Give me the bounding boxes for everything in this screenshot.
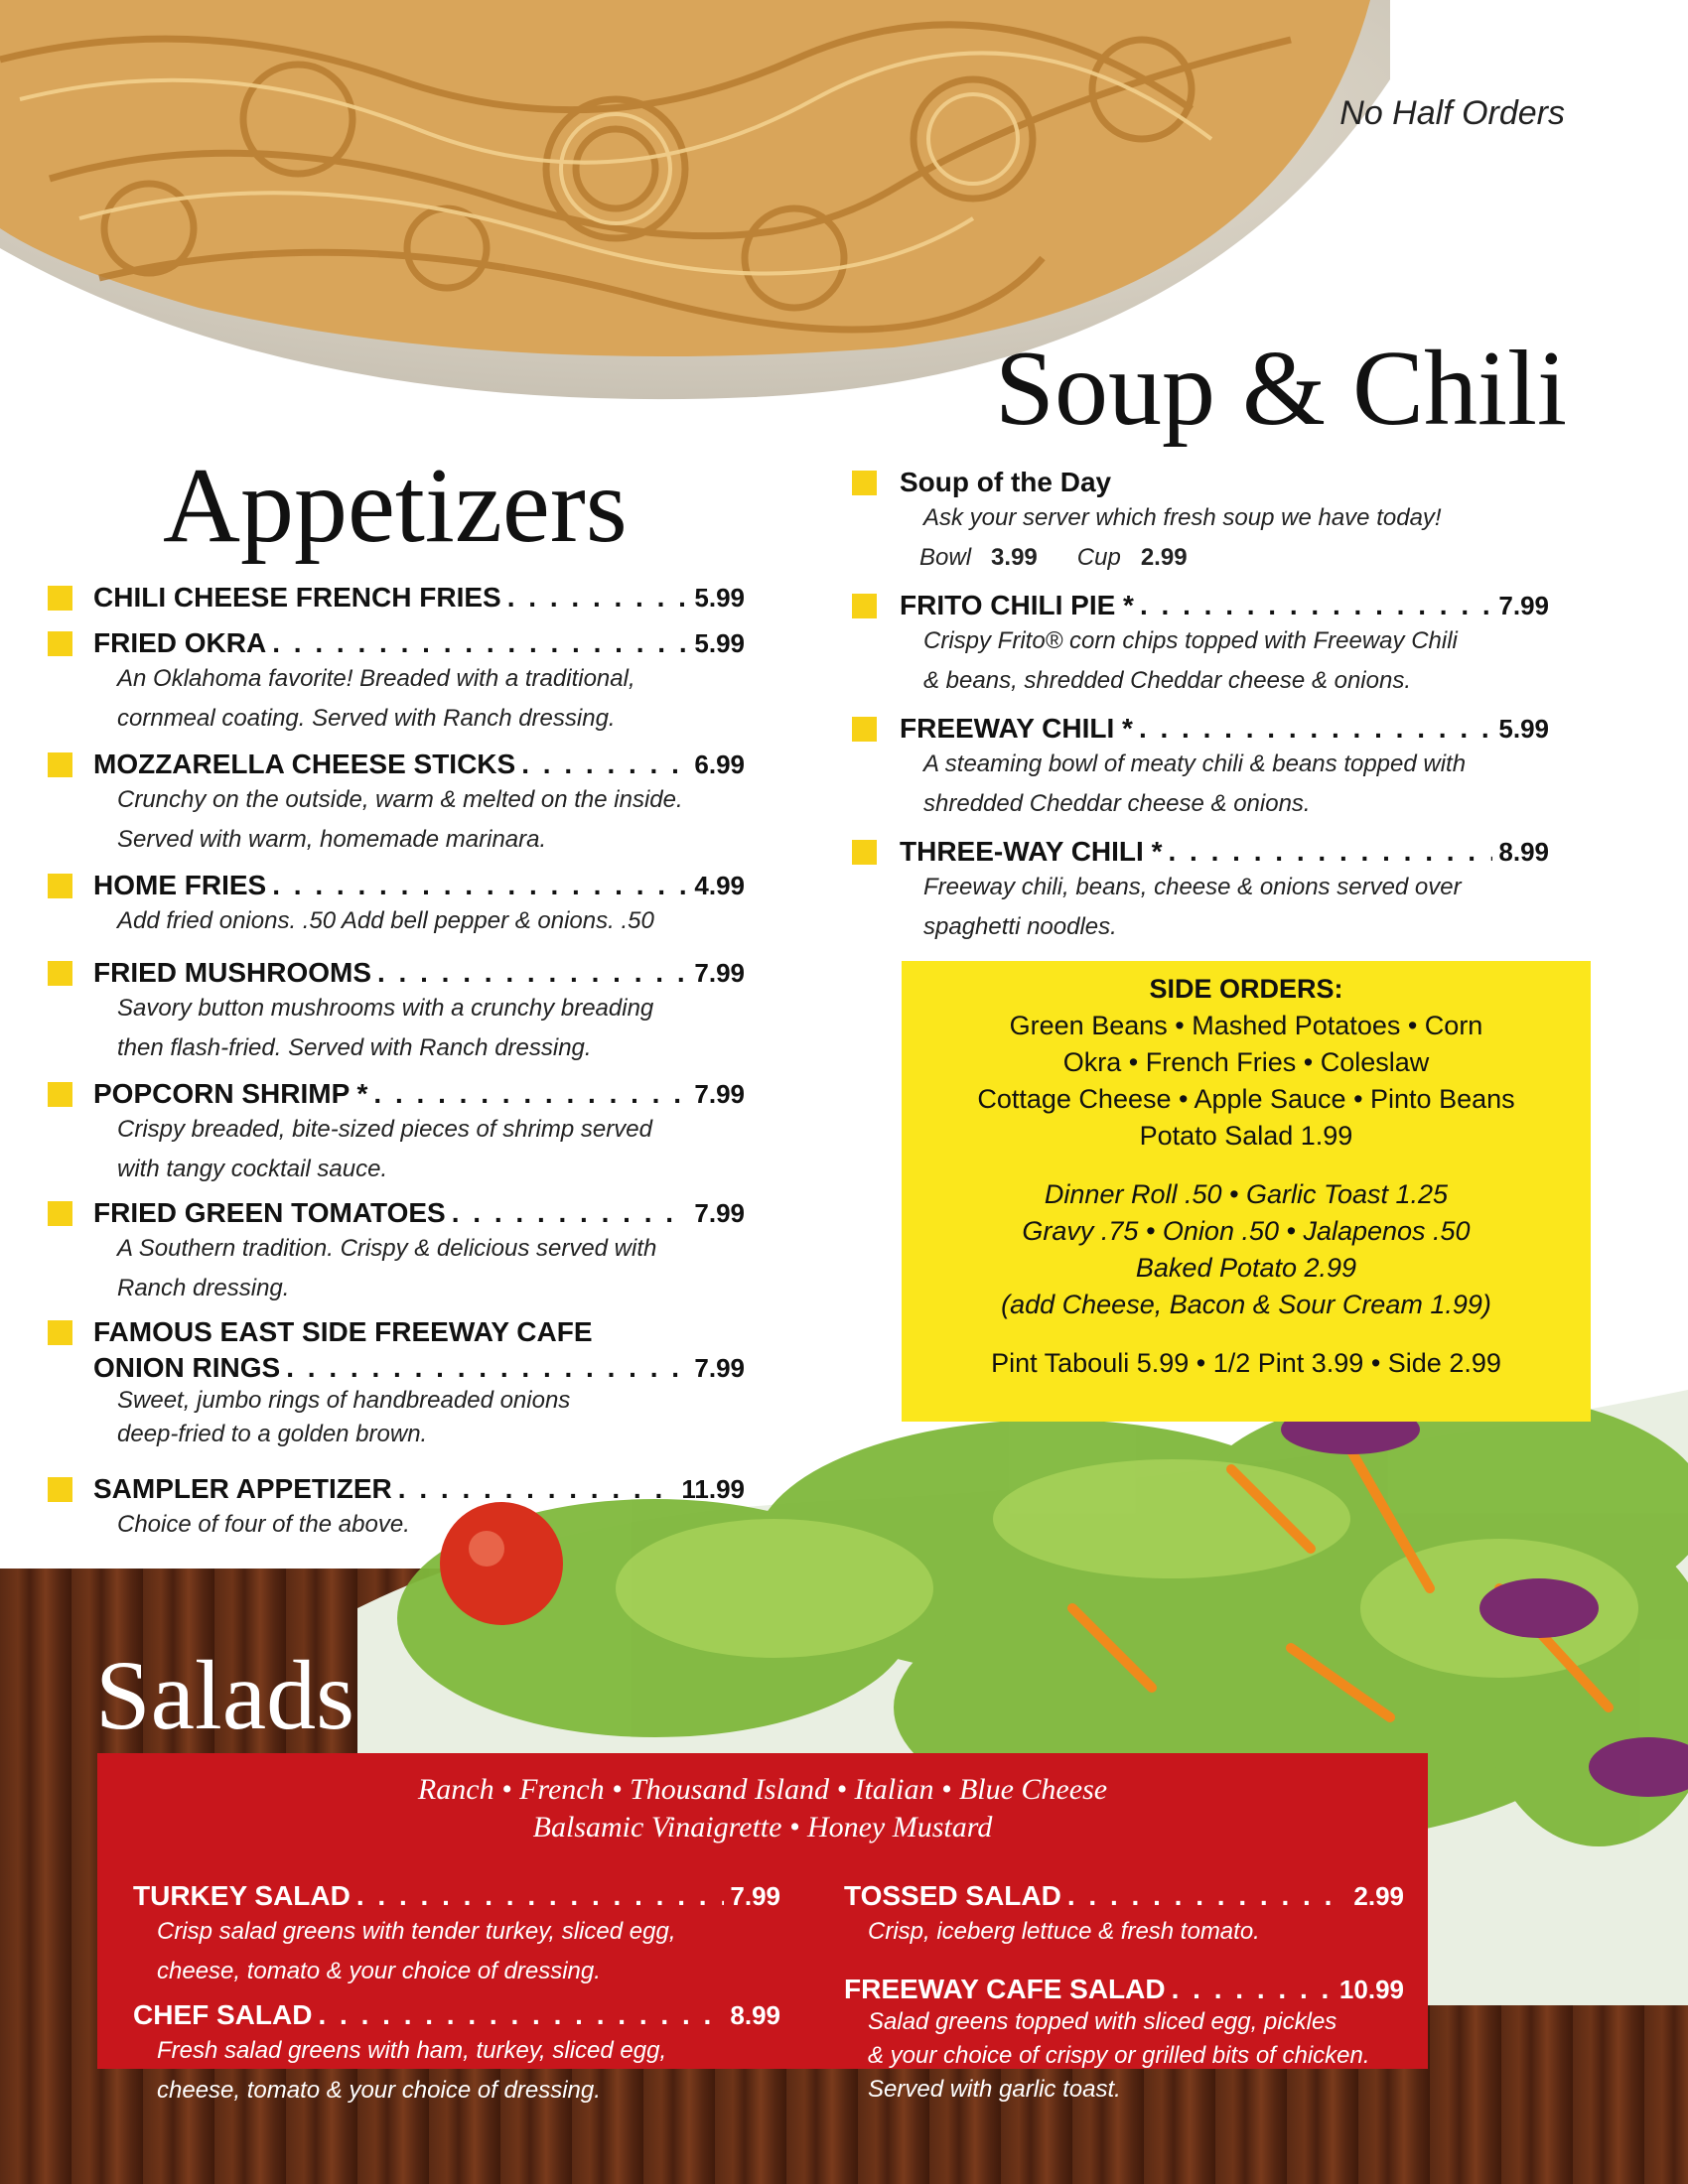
bullet-square (48, 586, 72, 611)
menu-item-fried-okra: FRIED OKRA . . . 5.99 An Oklahoma favorite! Breaded with a traditional, cornmeal coating. Served with Ranch dressing. (93, 627, 745, 739)
menu-item-mozzarella-sticks: MOZZARELLA CHEESE STICKS . . . 6.99 Crunchy on the outside, warm & melted on the inside. Served with warm, homemade marinara. (93, 749, 745, 860)
dressing-line: Ranch • French • Thousand Island • Italian • Blue Cheese (417, 1773, 1108, 1806)
bullet-square (48, 1082, 72, 1107)
bullet-square (48, 752, 72, 777)
menu-item-sampler: SAMPLER APPETIZER . . . 11.99 Choice of four of the above. (93, 1473, 745, 1545)
side-orders-line: Gravy .75 • Onion .50 • Jalapenos .50 (1022, 1216, 1471, 1246)
side-orders-line: Okra • French Fries • Coleslaw (1062, 1047, 1430, 1077)
side-orders-line: Potato Salad 1.99 (1139, 1121, 1353, 1151)
menu-item-tossed-salad: TOSSED SALAD . . . 2.99 Crisp, iceberg lettuce & fresh tomato. (844, 1880, 1404, 1952)
menu-item-frito-chili-pie: FRITO CHILI PIE * . . . 7.99 Crispy Frito® corn chips topped with Freeway Chili & beans, shredded Cheddar cheese & onions. (900, 590, 1549, 701)
bullet-square (48, 1201, 72, 1226)
menu-item-home-fries: HOME FRIES . . . 4.99 Add fried onions. .50 Add bell pepper & onions. .50 (93, 870, 745, 941)
bullet-square (852, 471, 877, 495)
bullet-square (48, 1477, 72, 1502)
bullet-square (852, 840, 877, 865)
appetizers-title: Appetizers (163, 447, 628, 565)
no-half-orders-note: No Half Orders (1339, 94, 1565, 132)
menu-item-three-way-chili: THREE-WAY CHILI * . . . 8.99 Freeway chili, beans, cheese & onions served over spaghetti noodles. (900, 836, 1549, 947)
dressing-list (97, 1753, 1428, 1846)
menu-item-soup-of-day: Soup of the Day Ask your server which fresh soup we have today! Bowl 3.99 Cup 2.99 (900, 467, 1442, 571)
side-orders-box (902, 961, 1591, 1422)
side-orders-line: Cottage Cheese • Apple Sauce • Pinto Beans (977, 1084, 1515, 1114)
menu-item-chili-cheese-fries: CHILI CHEESE FRENCH FRIES . . . 5.99 (93, 582, 745, 614)
menu-item-fried-green-tomatoes: FRIED GREEN TOMATOES . . . 7.99 A Southern tradition. Crispy & delicious served with Ranch dressing. (93, 1197, 745, 1308)
bullet-square (48, 1320, 72, 1345)
side-orders-line: Pint Tabouli 5.99 • 1/2 Pint 3.99 • Side 2.99 (991, 1348, 1501, 1378)
dressing-line: Balsamic Vinaigrette • Honey Mustard (532, 1811, 993, 1843)
menu-item-fried-mushrooms: FRIED MUSHROOMS . . . 7.99 Savory button mushrooms with a crunchy breading then flash-fried. Served with Ranch dressing. (93, 957, 745, 1068)
bullet-square (48, 631, 72, 656)
salads-title: Salads (95, 1640, 355, 1750)
side-orders-line: (add Cheese, Bacon & Sour Cream 1.99) (1001, 1290, 1491, 1319)
bullet-square (48, 874, 72, 898)
menu-item-onion-rings: FAMOUS EAST SIDE FREEWAY CAFE ONION RINGS . . . 7.99 Sweet, jumbo rings of handbreaded onions deep-fried to a golden brown. (93, 1316, 745, 1451)
side-orders-line: Green Beans • Mashed Potatoes • Corn (1009, 1011, 1483, 1040)
menu-item-popcorn-shrimp: POPCORN SHRIMP * . . . 7.99 Crispy breaded, bite-sized pieces of shrimp served with tangy cocktail sauce. (93, 1078, 745, 1189)
menu-item-chef-salad: CHEF SALAD . . . 8.99 Fresh salad greens with ham, turkey, sliced egg, cheese, tomato & your choice of dressing. (133, 1999, 780, 2111)
menu-item-turkey-salad: TURKEY SALAD . . . 7.99 Crisp salad greens with tender turkey, sliced egg, cheese, tomato & your choice of dressing. (133, 1880, 780, 1991)
side-orders-line: Baked Potato 2.99 (1135, 1253, 1357, 1283)
menu-item-freeway-chili: FREEWAY CHILI * . . . 5.99 A steaming bowl of meaty chili & beans topped with shredded Cheddar cheese & onions. (900, 713, 1549, 824)
bullet-square (48, 961, 72, 986)
bullet-square (852, 717, 877, 742)
side-orders-heading: SIDE ORDERS: (1149, 974, 1343, 1004)
salads-box (97, 1753, 1428, 2104)
menu-item-freeway-cafe-salad: FREEWAY CAFE SALAD . . . 10.99 Salad greens topped with sliced egg, pickles & your choice of crispy or grilled bits of chicken. Served with garlic toast. (844, 1974, 1404, 2107)
bullet-square (852, 594, 877, 618)
side-orders-line: Dinner Roll .50 • Garlic Toast 1.25 (1044, 1179, 1449, 1209)
soup-chili-title: Soup & Chili (994, 330, 1567, 448)
